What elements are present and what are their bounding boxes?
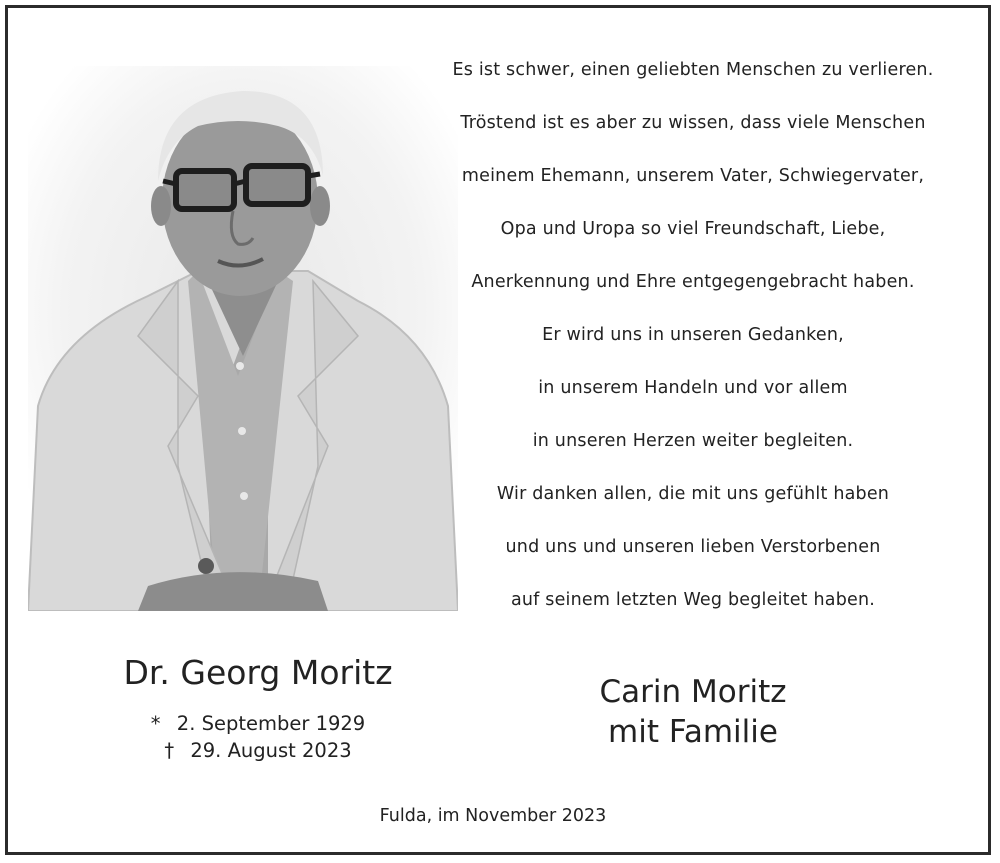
poem-line: meinem Ehemann, unserem Vater, Schwiegervater, [461,166,925,186]
death-date-line [48,737,468,764]
mourning-family [508,672,878,752]
poem-line: Wir danken allen, die mit uns gefühlt haben [496,484,890,504]
family-line-2: mit Familie [608,714,778,750]
poem-line: Er wird uns in unseren Gedanken, [542,325,844,345]
birth-date: 2. September 1929 [176,712,366,735]
portrait-photo [28,66,458,611]
birth-symbol: * [150,712,161,735]
poem-line: und uns und unseren lieben Verstorbenen [505,537,881,557]
life-dates [48,710,468,764]
poem-line: Tröstend ist es aber zu wissen, dass viele Menschen [460,113,926,133]
obituary-frame [5,5,991,855]
birth-date-line [48,710,468,737]
death-symbol: † [164,739,175,762]
family-line-1: Carin Moritz [599,674,787,710]
death-date: 29. August 2023 [190,739,352,762]
poem-line: Opa und Uropa so viel Freundschaft, Liebe, [500,219,886,239]
place-and-date: Fulda, im November 2023 [379,806,607,826]
poem-line: auf seinem letzten Weg begleitet haben. [510,590,876,610]
deceased-name: Dr. Georg Moritz [123,653,393,692]
poem-line: Anerkennung und Ehre entgegengebracht haben. [471,272,915,292]
poem-text [413,53,973,636]
poem-line: Es ist schwer, einen geliebten Menschen zu verlieren. [452,60,934,80]
poem-line: in unseren Herzen weiter begleiten. [532,431,854,451]
poem-line: in unserem Handeln und vor allem [538,378,848,398]
